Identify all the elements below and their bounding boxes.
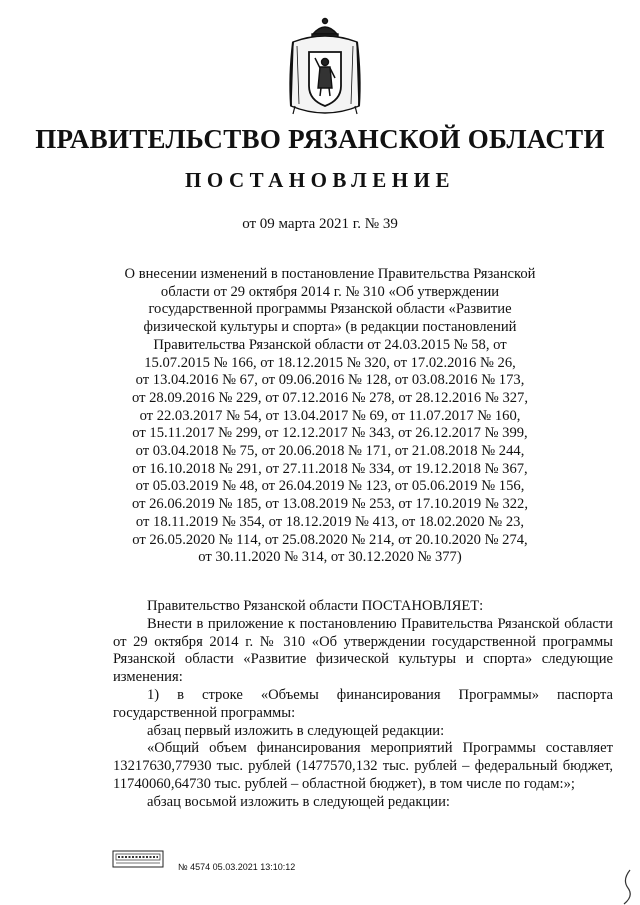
document-date-number: от 09 марта 2021 г. № 39 [242,216,398,232]
resolution-body [113,598,613,812]
stamp-icon [112,850,164,868]
body-paragraph: абзац первый изложить в следующей редакции: [147,722,445,739]
subject-line: от 28.09.2016 № 229, от 07.12.2016 № 278, от 28.12.2016 № 327, [132,389,528,406]
body-paragraph: «Общий объем финансирования мероприятий Программы составляет 13217630,77930 тыс. рублей (1477570,132 тыс. рублей – федеральный бюджет, 11740060,64730 тыс. рублей – областной бюджет), в том числе по годам:»; [113,740,613,792]
subject-line: от 26.06.2019 № 185, от 13.08.2019 № 253, от 17.10.2019 № 322, [132,496,528,513]
subject-line: Правительства Рязанской области от 24.03.2015 № 58, от [153,336,507,353]
subject-line: от 05.03.2019 № 48, от 26.04.2019 № 123, от 05.06.2019 № 156, [135,478,525,495]
subject-line: от 18.11.2019 № 354, от 18.12.2019 № 413, от 18.02.2020 № 23, [135,513,525,530]
subject-line: от 22.03.2017 № 54, от 13.04.2017 № 69, от 11.07.2017 № 160, [139,407,521,424]
subject-line: от 03.04.2018 № 75, от 20.06.2018 № 171, от 21.08.2018 № 244, [135,443,525,460]
subject-line: от 30.11.2020 № 314, от 30.12.2020 № 377) [198,549,462,566]
subject-line: от 13.04.2016 № 67, от 09.06.2016 № 128, от 03.08.2016 № 173, [135,372,525,389]
resolution-subject [100,266,560,567]
subject-line: физической культуры и спорта» (в редакции постановлений [143,319,517,336]
subject-line: области от 29 октября 2014 г. № 310 «Об утверждении [160,283,500,300]
subject-line: от 16.10.2018 № 291, от 27.11.2018 № 334, от 19.12.2018 № 367, [132,460,528,477]
subject-line: О внесении изменений в постановление Правительства Рязанской [124,266,536,282]
body-paragraph: Правительство Рязанской области ПОСТАНОВЛЯЕТ: [147,598,484,614]
registration-number: № 4574 05.03.2021 13:10:12 [178,862,296,872]
body-paragraph: абзац восьмой изложить в следующей редакции: [147,793,450,810]
government-title: ПРАВИТЕЛЬСТВО РЯЗАНСКОЙ ОБЛАСТИ [35,124,605,154]
document-type: ПОСТАНОВЛЕНИЕ [185,168,455,192]
coat-of-arms-icon [285,16,365,128]
subject-line: государственной программы Рязанской области «Развитие [148,301,512,318]
body-paragraph: Внести в приложение к постановлению Правительства Рязанской области от 29 октября 2014 г. № 310 «Об утверждении государственной программы Рязанской области «Развитие физической культуры и спорта» следующие изменения: [113,615,613,686]
subject-line: 15.07.2015 № 166, от 18.12.2015 № 320, от 17.02.2016 № 26, [144,354,516,371]
subject-line: от 26.05.2020 № 114, от 25.08.2020 № 214, от 20.10.2020 № 274, [132,531,528,548]
body-paragraph: 1) в строке «Объемы финансирования Программы» паспорта государственной программы: [113,686,613,721]
subject-line: от 15.11.2017 № 299, от 12.12.2017 № 343, от 26.12.2017 № 399, [132,425,528,442]
scan-mark-icon [618,868,638,905]
